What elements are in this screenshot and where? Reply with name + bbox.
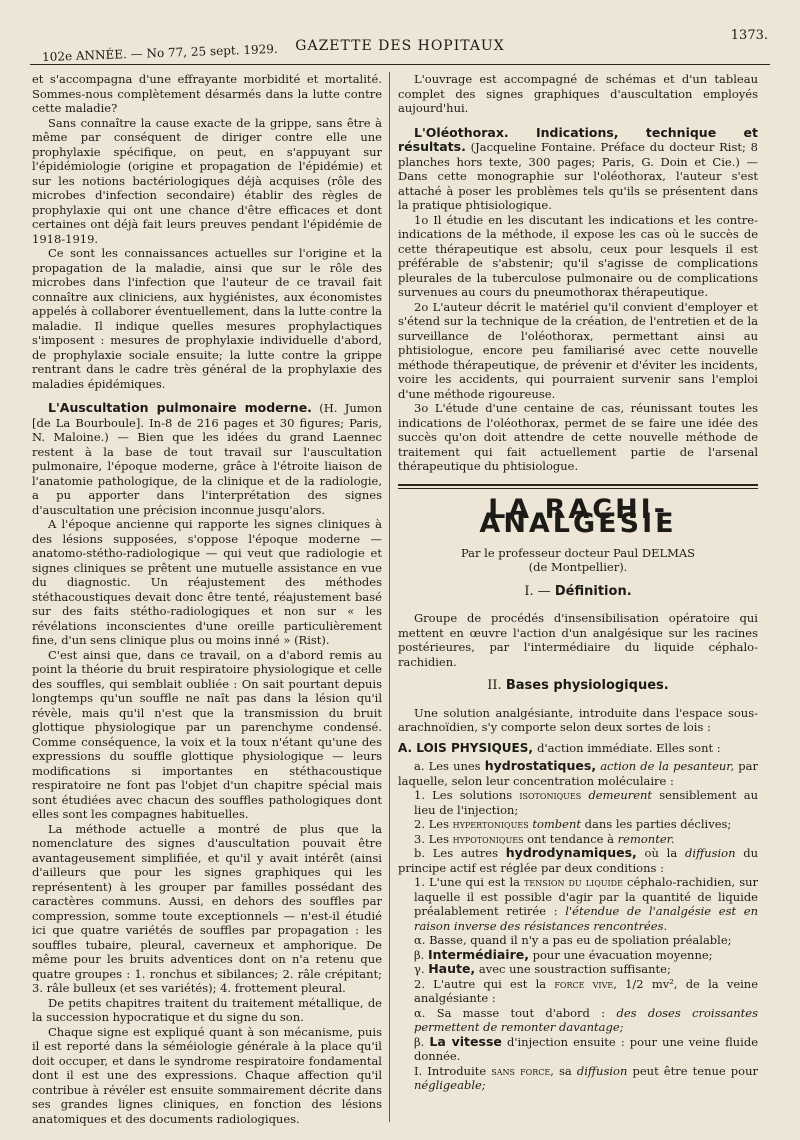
page-number: 1373. xyxy=(730,28,768,43)
paragraph: Une solution analgésiante, introduite dans l'espace sous-arachnoïdien, s'y comporte selon deux sortes de lois : xyxy=(398,705,758,734)
item-lead: 3. Les xyxy=(414,831,449,846)
paragraph: C'est ainsi que, dans ce travail, on a d'abord remis au point la théorie du bruit respiratoire physiologique et celle des souffles, qui semblait oubliée : On sait pourtant depuis longtemps qu'un souffle ne naît pas dans la lésion qu'il révèle, mais qu'il n'est que la transmission du bruit glottique physiologique par un parenchyme condensé. Comme conséquence, la voix et la toux n'étant qu'une des expressions du souffle glottique physiologique — leurs modifications si importantes en stéthacoustique respiratoire ne font pas l'objet d'un chapitre spécial mais sont étudiées avec chacun des souffles pathologiques dont elles sont les compagnes habituelles. xyxy=(32,647,382,821)
item-lead: β. xyxy=(414,947,425,962)
section-rule xyxy=(398,488,758,489)
review-reference: (H. Jumon [de La Bourboule]. In-8 de 216 pages et 30 figures; Paris, N. Maloine.) xyxy=(32,401,383,444)
paragraph: et s'accompagna d'une effrayante morbidité et mortalité. Sommes-nous complètement désarmés dans la lutte contre cette maladie? xyxy=(32,72,382,115)
header-rule xyxy=(30,64,770,65)
paragraph: De petits chapitres traitent du traitement métallique, de la succession hypocratique et du signe du son. xyxy=(32,995,382,1024)
item-text: d'injection ensuite : pour une veine fluide donnée. xyxy=(414,1034,759,1063)
section-title: Bases physiologiques. xyxy=(505,678,669,693)
list-item xyxy=(398,1035,758,1064)
list-item xyxy=(398,962,758,977)
paragraph: L'ouvrage est accompagné de schémas et d'un tableau complet des signes graphiques d'auscultation employés aujourd'hui. xyxy=(398,72,758,115)
item-italic: diffusion xyxy=(684,846,736,860)
section-heading xyxy=(398,679,758,694)
list-item xyxy=(398,759,758,788)
article-title: LA RACHI-ANALGÉSIE xyxy=(479,493,677,539)
list-item xyxy=(398,788,758,817)
left-column xyxy=(32,72,382,1126)
item-lead: γ. xyxy=(414,962,425,976)
list-item: α. Basse, quand il n'y a pas eu de spoliation préalable; xyxy=(414,933,732,947)
item-lead: 1. L'une qui est la xyxy=(414,875,520,889)
item-smallcaps: isotoniques xyxy=(519,788,582,802)
item-bold: hydrodynamiques, xyxy=(505,845,637,860)
item-smallcaps: hypertoniques xyxy=(452,817,529,831)
list-item xyxy=(398,875,758,933)
item-lead: 2. Les xyxy=(414,817,449,831)
subsection-label: A. LOIS PHYSIQUES, xyxy=(398,740,533,755)
review-entry xyxy=(32,401,382,517)
list-item xyxy=(398,817,758,832)
review-text: — Bien que les idées du grand Laennec restent à la base de tout travail sur l'auscultation pulmonaire, l'époque moderne, grâce à l'étroite liaison de l'anatomie pathologique, de la clinique et de la radiologie, a pu apporter dans l'interprétation des signes d'auscultation une précision inconnue jusqu'alors. xyxy=(32,430,382,517)
review-entry xyxy=(398,126,758,213)
list-item xyxy=(398,977,758,1006)
item-lead: α. Sa masse tout d'abord : xyxy=(414,1005,606,1020)
paragraph: 3o L'étude d'une centaine de cas, réunissant toutes les indications de l'oléothorax, permet de se faire une idée des succès qu'on doit attendre de cette nouvelle méthode de traitement qui fait actuellement partie de l'arsenal thérapeutique du phtisiologue. xyxy=(398,401,758,473)
list-item xyxy=(398,846,758,875)
item-italic: diffusion xyxy=(576,1063,628,1078)
section-number: II. xyxy=(487,678,502,693)
item-italic: remonter. xyxy=(617,831,675,846)
item-italic: l'étendue de l'analgésie est en raison inverse des résistances rencontrées. xyxy=(414,904,758,933)
item-bold: Intermédiaire, xyxy=(427,946,529,962)
review-text: — Dans cette monographie sur l'oléothorax, l'auteur s'est attaché à poser les problèmes tels qu'ils se présentent dans la pratique phtisiologique. xyxy=(398,154,758,212)
right-column xyxy=(398,72,758,1093)
paragraph: Chaque signe est expliqué quant à son mécanisme, puis il est reporté dans la séméiologie générale à la place qu'il doit occuper, et dans le syndrome respiratoire fondamental dont il est une des expressions. Chaque affection qu'il contribue à révéler est ensuite sommairement décrite dans ses grandes lignes cliniques, en fonction des lésions anatomiques et des documents radiologiques. xyxy=(32,1024,382,1126)
item-text: dans les parties déclives; xyxy=(584,817,732,831)
item-lead: I. Introduite xyxy=(414,1063,487,1078)
item-text: avec une soustraction suffisante; xyxy=(478,962,671,976)
item-lead: b. Les autres xyxy=(414,846,498,860)
article-author: Par le professeur docteur Paul DELMAS xyxy=(460,545,696,560)
item-italic: tombent xyxy=(532,817,581,831)
item-text: ont tendance à xyxy=(527,831,614,846)
item-text: sensiblement au lieu de l'injection; xyxy=(414,788,759,817)
paragraph: Ce sont les connaissances actuelles sur l'origine et la propagation de la maladie, ainsi que sur le rôle des microbes dans l'infection que l'auteur de ce travail fait connaître aux cliniciens, aux hygiénistes, aux économistes appelés à collaborer éventuellement, dans la lutte contre la maladie. Il indique quelles mesures prophylactiques s'imposent : mesures de prophylaxie individuelle d'abord, de prophylaxie sociale ensuite; la lutte contre la grippe rentrant dans le cadre très général de la prophylaxie des maladies épidémiques. xyxy=(32,246,382,391)
subsection-heading xyxy=(398,741,758,756)
review-reference: (Jacqueline Fontaine. Préface du docteur Rist; 8 planches hors texte, 300 pages; Paris, G. Doin et Cie.) xyxy=(398,140,759,169)
item-smallcaps: hypotoniques xyxy=(452,831,524,846)
item-bold: hydrostatiques, xyxy=(484,758,597,773)
list-item xyxy=(398,1064,758,1093)
list-item xyxy=(398,832,758,847)
item-bold: La vitesse xyxy=(429,1033,502,1049)
item-lead: 2. L'autre qui est la xyxy=(414,976,547,991)
page-header xyxy=(30,28,770,65)
item-italic: action de la pesanteur, xyxy=(600,759,735,773)
list-item xyxy=(398,948,758,963)
item-smallcaps: tension du liquide xyxy=(524,875,623,889)
item-text: du principe actif est réglée par deux conditions : xyxy=(398,846,759,875)
item-italic: négligeable; xyxy=(414,1078,486,1092)
subsection-text: d'action immédiate. Elles sont : xyxy=(537,740,721,755)
item-bold: Haute, xyxy=(428,961,476,976)
item-text: céphalo-rachidien, sur laquelle il est possible d'agir par la quantité de liquide préalablement retirée : xyxy=(414,875,759,918)
item-text: où la xyxy=(644,846,678,860)
item-text: peut être tenue pour xyxy=(632,1063,758,1078)
item-text: 1/2 mv², de la veine analgésiante : xyxy=(414,976,759,1005)
paragraph: 2o L'auteur décrit le matériel qu'il convient d'employer et s'étend sur la technique de la création, de l'entretien et de la surveillance de l'oléothorax, permettant ainsi au phtisiologue, encore peu familiarisé avec cette nouvelle méthode thérapeutique, de prévenir et d'éviter les incidents, voire les accidents, qui pourraient survenir sans l'emploi d'une méthode rigoureuse. xyxy=(398,299,758,401)
item-lead: a. Les unes xyxy=(414,759,481,773)
section-number: I. — xyxy=(524,583,551,599)
paragraph: Groupe de procédés d'insensibilisation opératoire qui mettent en œuvre l'action d'un analgésique sur les racines postérieures, par l'intermédiaire du liquide céphalo-rachidien. xyxy=(398,611,758,669)
journal-title: GAZETTE DES HOPITAUX xyxy=(295,38,505,54)
item-lead: 1. Les solutions xyxy=(414,788,513,802)
column-divider xyxy=(389,72,390,1122)
article-author-affiliation: (de Montpellier). xyxy=(528,560,628,574)
item-lead: β. xyxy=(414,1034,425,1049)
item-italic: demeurent xyxy=(588,788,653,802)
paragraph: 1o Il étudie en les discutant les indications et les contre-indications de la méthode, il expose les cas où le succès de cette thérapeutique est absolu, ceux pour lesquels il est préférable de s'abstenir; qu'il s'agisse de complications pleurales de la tuberculose pulmonaire ou de complications survenues au cours du pneumothorax thérapeutique. xyxy=(398,212,758,299)
list-item xyxy=(398,1006,758,1035)
item-text: sa xyxy=(559,1063,572,1078)
item-smallcaps: sans force, xyxy=(491,1063,554,1078)
paragraph: La méthode actuelle a montré de plus que la nomenclature des signes d'auscultation pouvait être avantageusement simplifiée, et qu'il y avait intérêt (ainsi d'ailleurs que pour les signes graphiques qui les représentent) à les grouper par familles possédant des caractères communs. Aussi, en dehors des souffles par compression, somme toute exceptionnels — n'est-il étudié ici que quatre variétés de souffles par propagation : les souffles tubaire, pleural, caverneux et amphorique. De même pour les bruits adventices dont on n'a retenu que quatre groupes : 1. ronchus et sibilances; 2. râle crépitant; 3. râle bulleux (et ses variétés); 4. frottement pleural. xyxy=(32,821,382,995)
item-italic: des doses croissantes permettent de remonter davantage; xyxy=(414,1005,758,1034)
item-text: par laquelle, selon leur concentration moléculaire : xyxy=(398,759,759,788)
review-title: L'Oléothorax. Indications, technique et résultats. xyxy=(398,124,758,154)
item-smallcaps: force vive, xyxy=(554,976,617,991)
section-title: Définition. xyxy=(554,583,632,599)
paragraph: A l'époque ancienne qui rapporte les signes cliniques à des lésions supposées, s'oppose l'époque moderne — anatomo-stétho-radiologique — qui veut que radiologie et signes cliniques se prêtent une mutuelle assistance en vue du diagnostic. Un réajustement des méthodes stéthacoustiques devait donc être tenté, réajustement basé sur des faits stétho-radiologiques et non sur « les révélations inconscientes d'une oreille particulièrement fine, d'un sens clinique plus ou moins inné » (Rist). xyxy=(32,517,382,647)
section-heading xyxy=(398,585,758,600)
item-text: pour une évacuation moyenne; xyxy=(532,947,713,962)
paragraph: Sans connaître la cause exacte de la grippe, sans être à même par conséquent de diriger contre elle une prophylaxie spécifique, on peut, en s'appuyant sur l'épidémiologie (origine et propagation de l'épidémie) et sur les notions bactériologiques déjà acquises (rôle des microbes d'infection secondaire) établir des règles de prophylaxie qui ont une chance d'être efficaces et dont certaines ont déjà fait leurs preuves pendant l'épidémie de 1918-1919. xyxy=(32,115,382,246)
issue-info: 102e ANNÉE. — No 77, 25 sept. 1929. xyxy=(41,41,278,65)
review-title: L'Auscultation pulmonaire moderne. xyxy=(48,400,312,415)
section-rule xyxy=(398,484,758,486)
